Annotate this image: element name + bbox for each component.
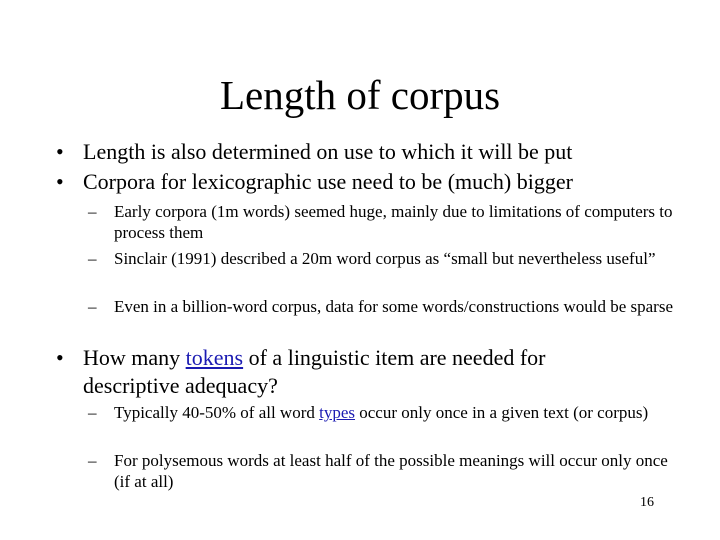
bullet-symbol: • [56, 345, 64, 370]
sub-bullet-item [88, 402, 674, 423]
bullet-text-end: of a linguistic item are needed for descriptive adequacy? [83, 345, 546, 398]
types-link[interactable]: types [319, 403, 356, 422]
dash-symbol: – [88, 202, 97, 221]
dash-symbol: – [88, 403, 97, 422]
page-number: 16 [640, 495, 654, 510]
dash-symbol: – [88, 451, 97, 470]
sub-bullet-item [88, 296, 674, 317]
slide-title: Length of corpus [219, 72, 501, 118]
bullet-item [56, 138, 683, 166]
dash-symbol: – [88, 297, 97, 316]
bullet-text-start: How many [83, 345, 186, 370]
sub-bullet-item [88, 248, 674, 269]
tokens-link[interactable]: tokens [185, 345, 244, 370]
bullet-item [56, 168, 683, 196]
bullet-symbol: • [56, 139, 64, 164]
sub-bullet-text-end: occur only once in a given text (or corpus) [355, 403, 649, 422]
sub-bullet-text: For polysemous words at least half of the possible meanings will occur only once (if at all) [114, 451, 668, 491]
bullet-symbol: • [56, 169, 64, 194]
bullet-item [56, 344, 643, 400]
bullet-text: Corpora for lexicographic use need to be (much) bigger [83, 169, 573, 194]
sub-bullet-item [88, 450, 674, 492]
dash-symbol: – [88, 249, 97, 268]
sub-bullet-item [88, 201, 674, 243]
sub-bullet-text: Early corpora (1m words) seemed huge, mainly due to limitations of computers to process them [114, 202, 673, 242]
sub-bullet-text-start: Typically 40-50% of all word [114, 403, 320, 422]
bullet-text: Length is also determined on use to which it will be put [83, 139, 573, 164]
sub-bullet-text: Sinclair (1991) described a 20m word corpus as “small but nevertheless useful” [114, 249, 656, 268]
sub-bullet-text: Even in a billion-word corpus, data for some words/constructions would be sparse [114, 297, 673, 316]
